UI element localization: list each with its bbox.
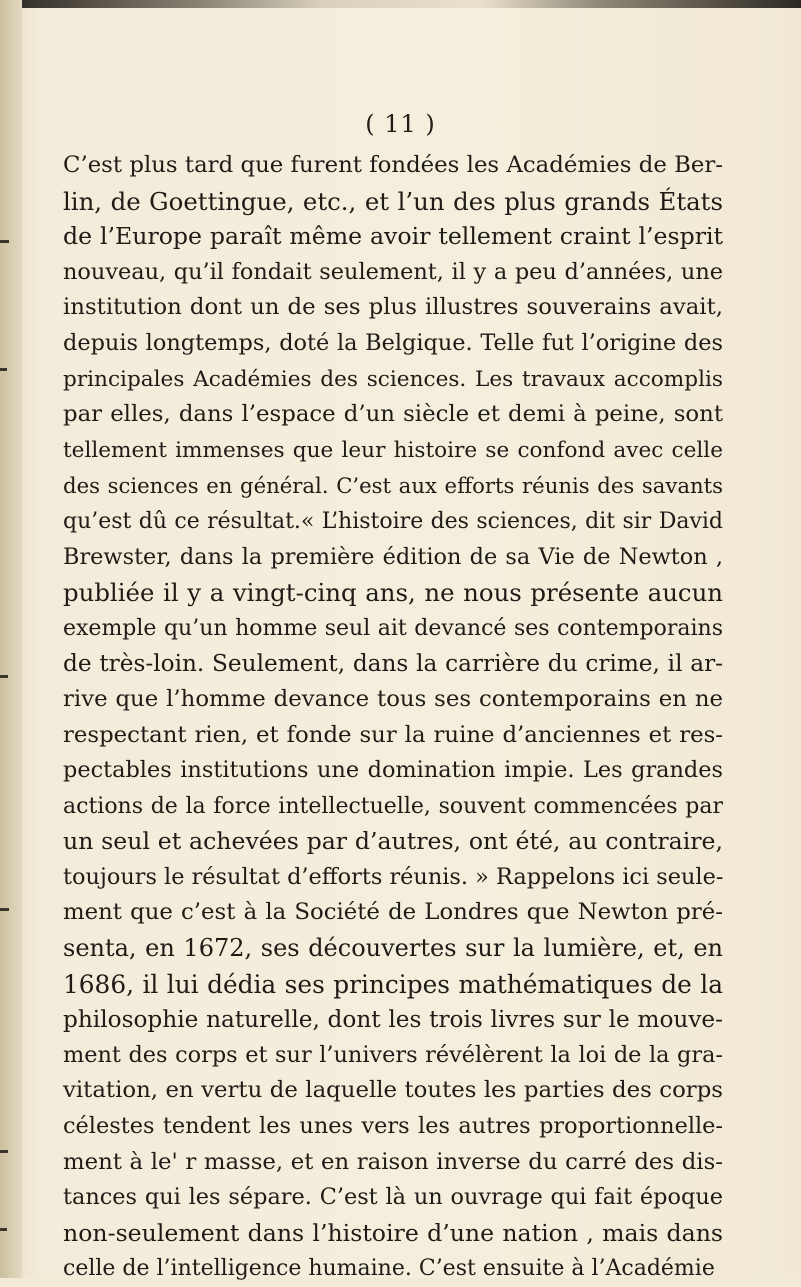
text-line: qu’est dû ce résultat.« L’histoire des sciences, dit sir David — [63, 508, 723, 534]
text-line: vitation, en vertu de laquelle toutes les parties des corps — [63, 1077, 723, 1104]
margin-mark — [0, 908, 9, 911]
margin-mark — [0, 1228, 7, 1231]
text-line: C’est plus tard que furent fondées les Académies de Ber- — [63, 152, 723, 178]
text-line: rive que l’homme devance tous ses contemporains en ne — [63, 685, 723, 712]
text-line: non-seulement dans l’histoire d’une nation , mais dans — [63, 1218, 723, 1247]
text-line: institution dont un de ses plus illustres souverains avait, — [63, 294, 723, 321]
text-line: des sciences en général. C’est aux efforts réunis des savants — [63, 473, 723, 499]
margin-mark — [0, 1150, 8, 1153]
text-line: un seul et achevées par d’autres, ont été, au contraire, — [63, 827, 723, 856]
text-line: respectant rien, et fonde sur la ruine d’anciennes et res- — [63, 721, 723, 748]
margin-mark — [0, 675, 8, 678]
text-line: actions de la force intellectuelle, souvent commencées par — [63, 793, 723, 819]
text-line: ment que c’est à la Société de Londres que Newton pré- — [63, 899, 723, 926]
page-number: ( 11 ) — [365, 110, 436, 138]
text-line: ment des corps et sur l’univers révélèrent la loi de la gra- — [63, 1041, 723, 1068]
page-binding-edge — [0, 0, 22, 1278]
scan-top-edge — [0, 0, 801, 8]
margin-mark — [0, 368, 7, 371]
text-line: toujours le résultat d’efforts réunis. » Rappelons ici seule- — [63, 863, 724, 890]
text-line: de l’Europe paraît même avoir tellement craint l’esprit — [63, 222, 723, 251]
text-line: publiée il y a vingt-cinq ans, ne nous présente aucun — [63, 578, 723, 608]
text-line: senta, en 1672, ses découvertes sur la lumière, et, en — [63, 934, 723, 963]
text-line: pectables institutions une domination impie. Les grandes — [63, 757, 723, 784]
margin-mark — [0, 240, 9, 243]
text-line: célestes tendent les unes vers les autres proportionnelle- — [63, 1113, 723, 1140]
text-line: lin, de Goettingue, etc., et l’un des plus grands États — [63, 186, 723, 216]
text-line: celle de l’intelligence humaine. C’est ensuite à l’Académie — [63, 1256, 715, 1282]
text-line: par elles, dans l’espace d’un siècle et demi à peine, sont — [63, 401, 723, 428]
text-line: ment à le' r masse, et en raison inverse du carré des dis- — [63, 1148, 723, 1175]
text-line: 1686, il lui dédia ses principes mathématiques de la — [63, 969, 723, 999]
body-text — [63, 148, 723, 1287]
text-line: exemple qu’un homme seul ait devancé ses contemporains — [63, 615, 723, 641]
text-line: principales Académies des sciences. Les travaux accomplis — [63, 366, 723, 392]
text-line: Brewster, dans la première édition de sa Vie de Newton , — [63, 543, 723, 570]
text-line: depuis longtemps, doté la Belgique. Telle fut l’origine des — [63, 329, 723, 356]
text-line: philosophie naturelle, dont les trois livres sur le mouve- — [63, 1006, 723, 1034]
text-line: de très-loin. Seulement, dans la carrière du crime, il ar- — [63, 650, 723, 678]
text-line: nouveau, qu’il fondait seulement, il y a peu d’années, une — [63, 258, 723, 285]
text-line: tances qui les sépare. C’est là un ouvrage qui fait époque — [63, 1184, 723, 1211]
text-line: tellement immenses que leur histoire se confond avec celle — [63, 437, 723, 463]
